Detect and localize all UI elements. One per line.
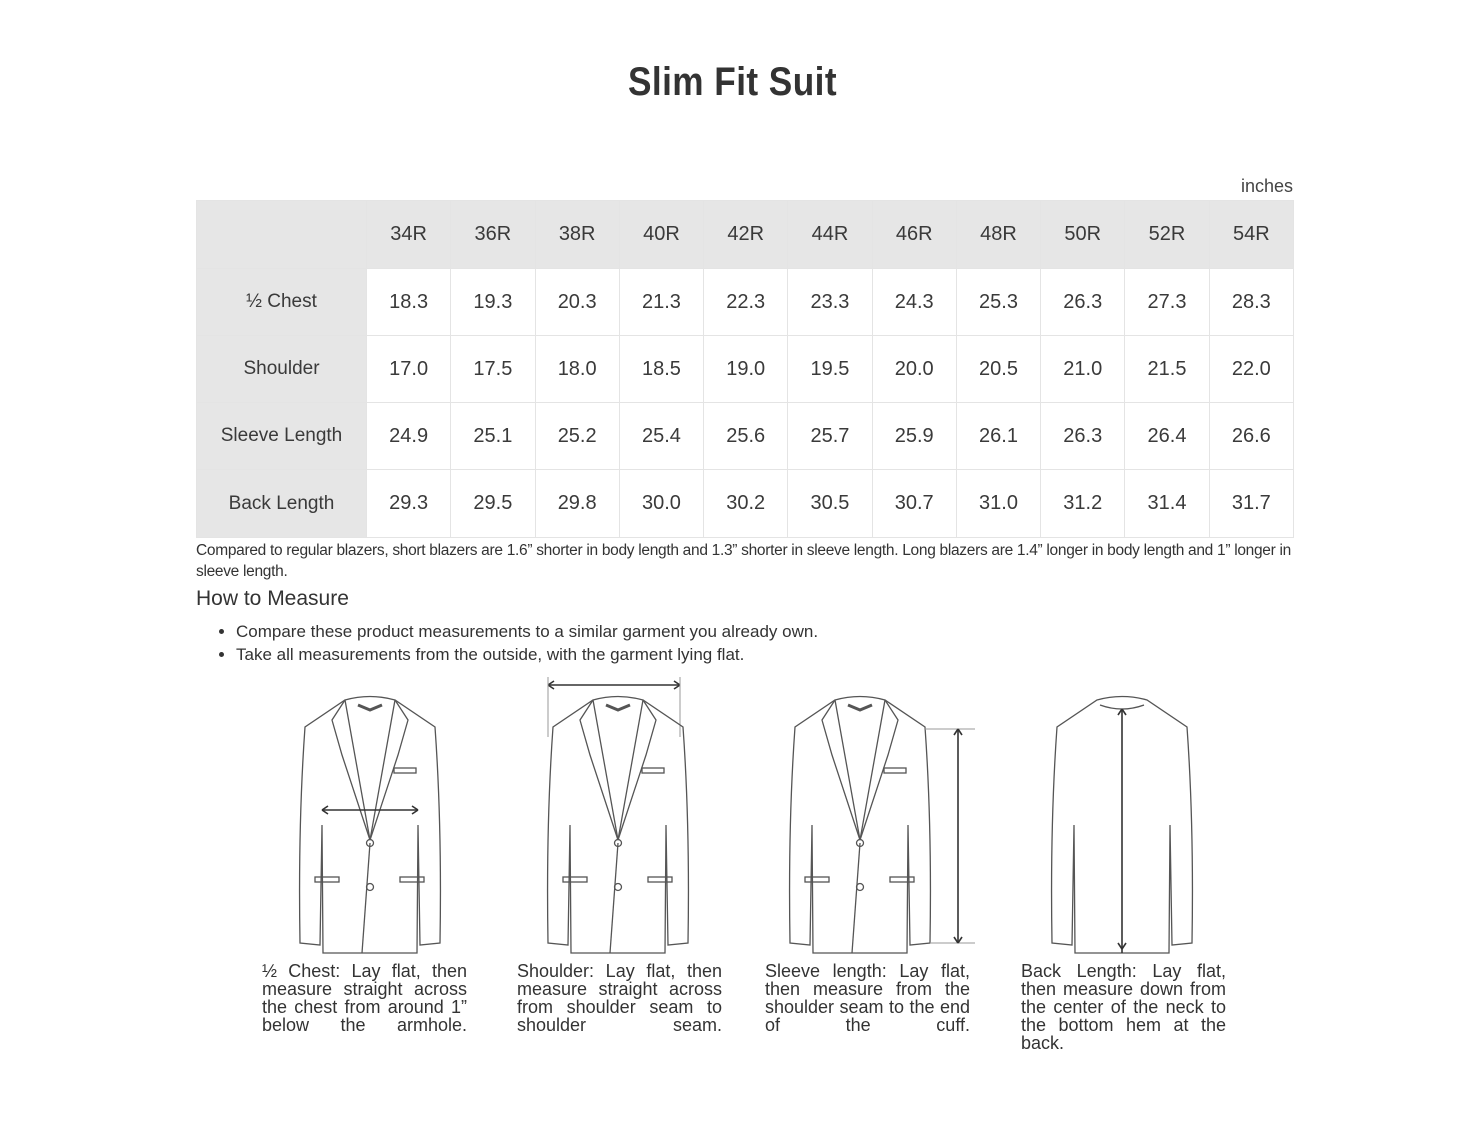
table-header-row [197,201,1294,269]
shoulder-caption: Shoulder: Lay flat, then measure straight across from shoulder seam to shoulder seam. [517,961,722,1035]
table-cell: 30.5 [788,470,872,538]
size-header: 54R [1209,201,1293,269]
table-cell: 25.3 [956,269,1040,336]
table-cell: 22.0 [1209,336,1293,403]
table-cell: 26.6 [1209,403,1293,470]
size-header: 46R [872,201,956,269]
table-cell: 25.1 [451,403,535,470]
size-header: 36R [451,201,535,269]
table-cell: 30.0 [619,470,703,538]
table-cell: 22.3 [704,269,788,336]
table-cell: 29.5 [451,470,535,538]
table-cell: 25.4 [619,403,703,470]
table-cell: 25.7 [788,403,872,470]
size-header: 52R [1125,201,1209,269]
size-header: 48R [956,201,1040,269]
measure-instructions-list [216,620,818,666]
table-cell: 21.5 [1125,336,1209,403]
jacket-shoulder-measure-icon [518,665,718,955]
table-cell: 24.3 [872,269,956,336]
table-cell: 17.0 [367,336,451,403]
table-cell: 18.3 [367,269,451,336]
table-row [197,470,1294,538]
row-label: Shoulder [197,336,367,403]
jacket-sleeve-measure-icon [760,665,980,955]
table-cell: 30.2 [704,470,788,538]
corner-cell [197,201,367,269]
table-cell: 21.0 [1041,336,1125,403]
table-row [197,403,1294,470]
table-cell: 29.3 [367,470,451,538]
size-chart-table [196,200,1294,538]
list-item: • Compare these product measurements to a similar garment you already own. [236,620,818,643]
table-cell: 19.3 [451,269,535,336]
size-header: 34R [367,201,451,269]
table-cell: 26.3 [1041,269,1125,336]
table-cell: 24.9 [367,403,451,470]
table-row [197,336,1294,403]
table-cell: 20.0 [872,336,956,403]
table-row [197,269,1294,336]
table-cell: 19.0 [704,336,788,403]
chest-caption: ½ Chest: Lay flat, then measure straight across the chest from around 1” below the armhole. [262,961,467,1035]
table-cell: 27.3 [1125,269,1209,336]
table-cell: 30.7 [872,470,956,538]
table-cell: 26.3 [1041,403,1125,470]
size-header: 42R [704,201,788,269]
table-cell: 31.2 [1041,470,1125,538]
jacket-back-measure-icon [1022,665,1222,955]
blazer-length-note: Compared to regular blazers, short blazers are 1.6” shorter in body length and 1.3” shorter in sleeve length. Long blazers are 1.4” longer in body length and 1” longer in sleeve length. [196,542,1291,580]
table-cell: 26.4 [1125,403,1209,470]
table-cell: 17.5 [451,336,535,403]
how-to-measure-heading: How to Measure [196,587,349,610]
size-header: 44R [788,201,872,269]
table-cell: 20.5 [956,336,1040,403]
table-cell: 25.9 [872,403,956,470]
table-cell: 28.3 [1209,269,1293,336]
page-title: Slim Fit Suit [627,60,838,104]
size-header: 50R [1041,201,1125,269]
row-label: ½ Chest [197,269,367,336]
table-cell: 31.4 [1125,470,1209,538]
table-cell: 25.2 [535,403,619,470]
table-cell: 19.5 [788,336,872,403]
table-cell: 18.0 [535,336,619,403]
size-header: 40R [619,201,703,269]
table-cell: 20.3 [535,269,619,336]
row-label: Sleeve Length [197,403,367,470]
jacket-chest-measure-icon [270,665,470,955]
table-cell: 25.6 [704,403,788,470]
table-cell: 18.5 [619,336,703,403]
size-header: 38R [535,201,619,269]
list-item: • Take all measurements from the outside, with the garment lying flat. [236,643,818,666]
sleeve-caption: Sleeve length: Lay flat, then measure from the shoulder seam to the end of the cuff. [765,961,970,1035]
back-length-caption: Back Length: Lay flat, then measure down from the center of the neck to the bottom hem at the back. [1021,961,1226,1053]
table-cell: 29.8 [535,470,619,538]
table-cell: 31.7 [1209,470,1293,538]
table-cell: 23.3 [788,269,872,336]
row-label: Back Length [197,470,367,538]
unit-label: inches [1240,176,1293,196]
table-cell: 21.3 [619,269,703,336]
table-cell: 31.0 [956,470,1040,538]
table-cell: 26.1 [956,403,1040,470]
